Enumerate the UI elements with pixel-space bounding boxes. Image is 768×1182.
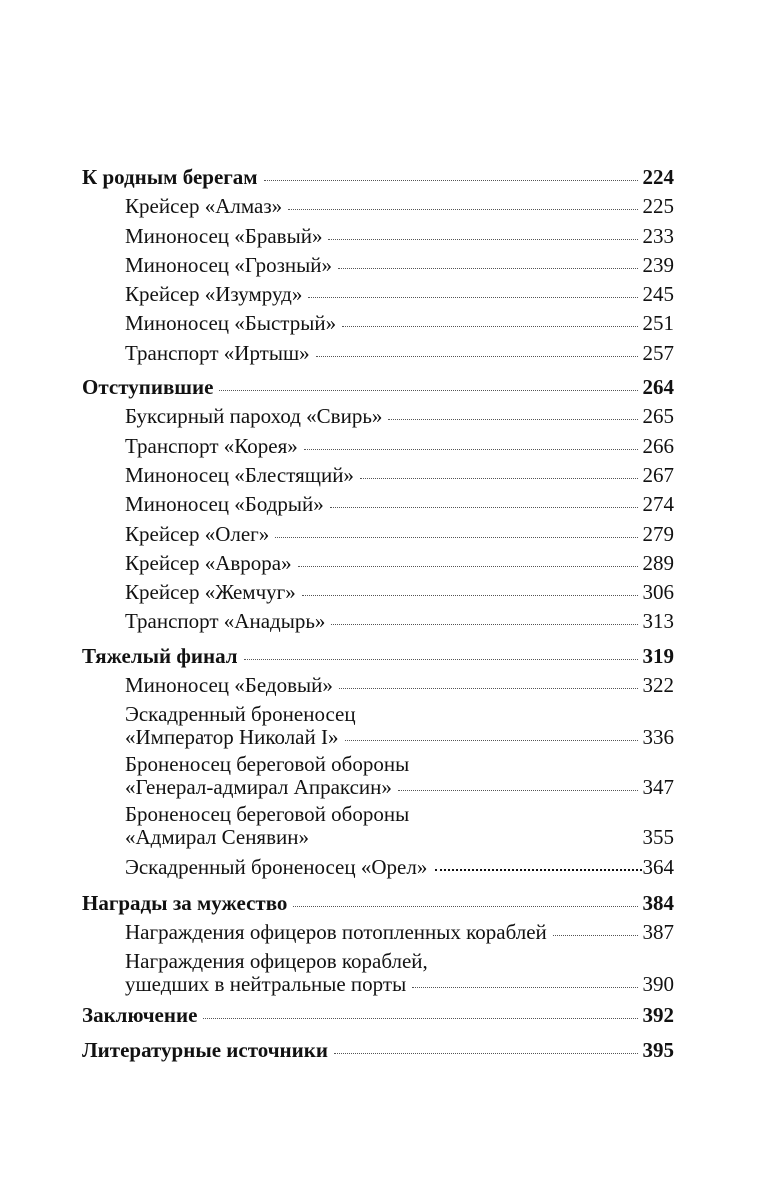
toc-page-number: 306 xyxy=(642,580,674,605)
dot-leader xyxy=(331,624,637,625)
toc-page-number: 251 xyxy=(642,311,674,336)
toc-entry xyxy=(82,918,674,947)
toc-entry-title: Крейсер «Алмаз» xyxy=(125,194,283,219)
toc-page-number: 265 xyxy=(642,404,674,429)
toc-entry xyxy=(82,671,674,700)
toc-entry-title: Крейсер «Олег» xyxy=(125,521,270,546)
toc-entry-title: Миноносец «Бравый» xyxy=(125,223,323,248)
dot-leader xyxy=(288,209,637,210)
toc-page-number: 224 xyxy=(642,165,674,189)
toc-entry-title: Миноносец «Быстрый» xyxy=(125,311,337,336)
toc-section xyxy=(82,1036,674,1065)
toc-entry-title: Крейсер «Жемчуг» xyxy=(125,580,296,605)
toc-entry xyxy=(82,578,674,607)
dot-leader xyxy=(308,297,637,298)
toc-entry-title-line1: Броненосец береговой обороны xyxy=(125,802,410,827)
toc-entry-title-line2: ушедших в нейтральные порты xyxy=(125,972,407,997)
toc-entry-title: Транспорт «Корея» xyxy=(125,433,298,458)
toc-page-number: 395 xyxy=(642,1037,674,1062)
toc-entry xyxy=(82,461,674,490)
dot-leader xyxy=(302,595,638,596)
dot-leader xyxy=(360,478,638,479)
toc-entry-title-line1: Награждения офицеров кораблей, xyxy=(125,949,428,974)
toc-page-number: 266 xyxy=(642,433,674,458)
toc-section xyxy=(82,373,674,402)
toc-page-number: 233 xyxy=(642,223,674,248)
toc-entry xyxy=(82,490,674,519)
toc-page-number: 225 xyxy=(642,194,674,219)
toc-page-number: 313 xyxy=(642,609,674,634)
dot-leader xyxy=(388,419,637,420)
toc-entry xyxy=(82,222,674,251)
toc-entry-title: Миноносец «Грозный» xyxy=(125,252,332,277)
dot-leader xyxy=(304,449,638,450)
table-of-contents xyxy=(82,163,674,1065)
toc-entry-title-line2: «Генерал-адмирал Апраксин» xyxy=(125,775,392,800)
toc-entry xyxy=(82,549,674,578)
toc-entry-title: Миноносец «Блестящий» xyxy=(125,462,354,487)
dot-leader xyxy=(264,180,638,181)
toc-page-number: 347 xyxy=(642,775,674,800)
dot-leader xyxy=(334,1053,638,1054)
toc-entry xyxy=(82,402,674,431)
dot-leader xyxy=(293,906,637,907)
toc-entry-multiline xyxy=(82,803,674,849)
dot-leader xyxy=(339,688,638,689)
toc-page-number: 322 xyxy=(642,673,674,698)
dot-leader xyxy=(412,987,637,988)
toc-section-title: Заключение xyxy=(82,1003,198,1028)
toc-entry-title: Награждения офицеров потопленных кораблей xyxy=(125,919,547,944)
dot-leader xyxy=(398,790,638,791)
toc-section xyxy=(82,889,674,918)
toc-section-title: К родным берегам xyxy=(82,165,258,189)
toc-section-title: Отступившие xyxy=(82,375,214,400)
toc-page-number: 264 xyxy=(642,375,674,400)
toc-entry-title: Крейсер «Изумруд» xyxy=(125,282,303,307)
toc-entry xyxy=(82,607,674,636)
toc-entry-multiline xyxy=(82,950,674,996)
dot-leader xyxy=(338,268,638,269)
toc-entry-title: Миноносец «Бодрый» xyxy=(125,492,324,517)
toc-entry-title: Транспорт «Анадырь» xyxy=(125,609,326,634)
toc-page-number: 319 xyxy=(642,643,674,668)
toc-page-number: 392 xyxy=(642,1003,674,1028)
toc-page-number: 257 xyxy=(642,340,674,365)
toc-page-number: 390 xyxy=(642,972,674,997)
toc-section-title: Литературные источники xyxy=(82,1037,328,1062)
toc-page-number: 239 xyxy=(642,252,674,277)
toc-entry-title-line2: «Император Николай I» xyxy=(125,725,339,750)
toc-entry xyxy=(82,309,674,338)
toc-entry-title-line1: Эскадренный броненосец xyxy=(125,702,356,727)
toc-section-title: Тяжелый финал xyxy=(82,643,238,668)
dot-leader xyxy=(435,869,641,871)
toc-page-number: 289 xyxy=(642,550,674,575)
toc-entry xyxy=(82,251,674,280)
toc-entry xyxy=(82,520,674,549)
toc-entry xyxy=(82,280,674,309)
toc-page-number: 267 xyxy=(642,462,674,487)
dot-leader xyxy=(203,1018,637,1019)
dot-leader xyxy=(244,659,638,660)
toc-entry-title: Миноносец «Бедовый» xyxy=(125,673,333,698)
dot-leader xyxy=(328,239,637,240)
toc-entry-multiline xyxy=(82,753,674,799)
toc-entry-title: Эскадренный броненосец «Орел» xyxy=(125,855,428,880)
dot-leader xyxy=(553,935,638,936)
toc-entry-multiline xyxy=(82,703,674,749)
dot-leader xyxy=(330,507,638,508)
toc-section-title: Награды за мужество xyxy=(82,890,288,915)
toc-entry-title: Транспорт «Иртыш» xyxy=(125,340,310,365)
toc-page-number: 355 xyxy=(642,825,674,850)
toc-page-number: 279 xyxy=(642,521,674,546)
dot-leader xyxy=(342,326,637,327)
toc-entry-title-line1: Броненосец береговой обороны xyxy=(125,752,410,777)
toc-section xyxy=(82,1001,674,1030)
toc-page-number: 384 xyxy=(642,890,674,915)
toc-entry-title-line2: «Адмирал Сенявин» xyxy=(125,825,309,850)
toc-page-number: 274 xyxy=(642,492,674,517)
toc-page-number: 245 xyxy=(642,282,674,307)
toc-page-number: 336 xyxy=(642,725,674,750)
dot-leader xyxy=(298,566,638,567)
dot-leader xyxy=(345,740,638,741)
toc-section xyxy=(82,163,674,192)
toc-entry-title: Крейсер «Аврора» xyxy=(125,550,292,575)
toc-page-number: 364 xyxy=(642,855,674,880)
dot-leader xyxy=(275,537,637,538)
dot-leader xyxy=(316,356,638,357)
toc-entry xyxy=(82,432,674,461)
toc-entry xyxy=(82,339,674,368)
toc-entry-title: Буксирный пароход «Свирь» xyxy=(125,404,383,429)
dot-leader xyxy=(219,390,637,391)
toc-section xyxy=(82,642,674,671)
toc-entry xyxy=(82,853,674,882)
toc-entry xyxy=(82,192,674,221)
toc-page-number: 387 xyxy=(642,919,674,944)
